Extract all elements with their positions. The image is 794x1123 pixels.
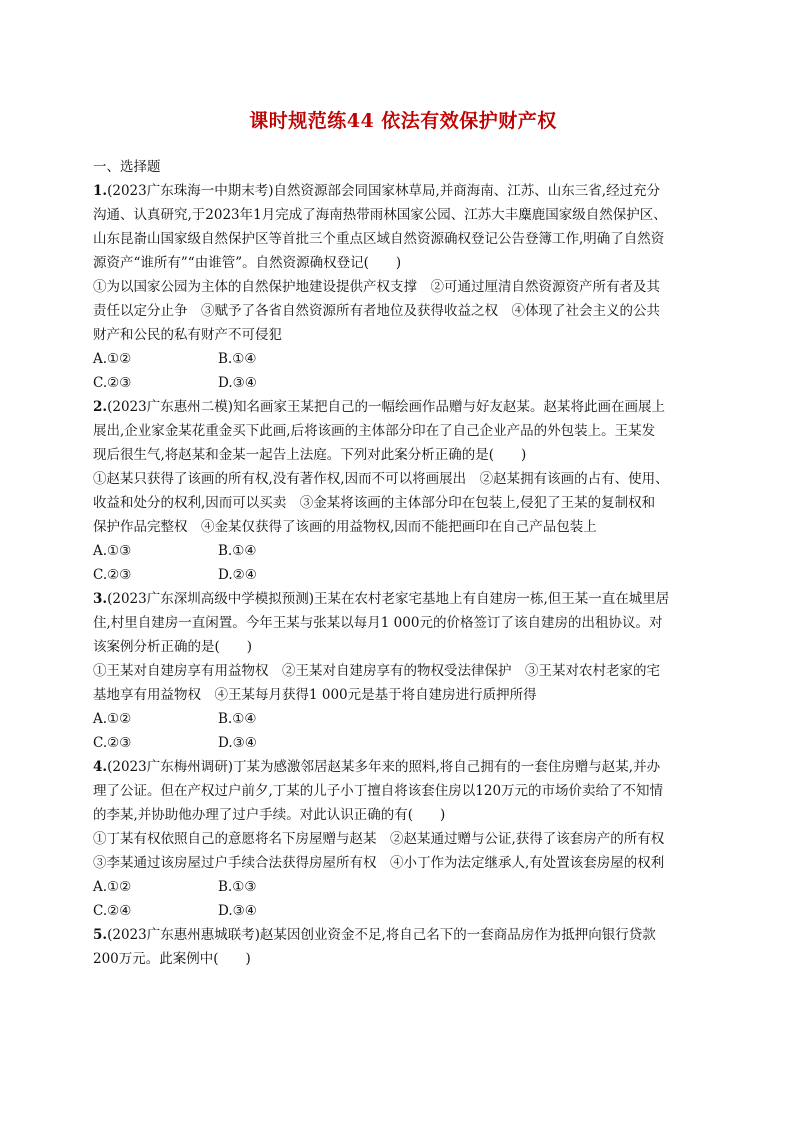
answer-option[interactable]: C.②③ xyxy=(93,375,132,391)
question-stem-text: (2023广东珠海一中期末考)自然资源部会同国家林草局,并商海南、江苏、山东三省,经过充分 xyxy=(107,183,661,199)
answer-option[interactable]: D.②④ xyxy=(218,567,257,583)
statement-line: 保护作品完整权 ④金某仅获得了该画的用益物权,因而不能把画印在自己产品包装上 xyxy=(93,519,597,535)
question-stem-text: 现后很生气,将赵某和金某一起告上法庭。下列对此案分析正确的是( ) xyxy=(93,447,527,463)
answer-option[interactable]: B.①④ xyxy=(218,543,257,559)
answer-option[interactable]: D.③④ xyxy=(218,375,257,391)
answer-option[interactable]: B.①④ xyxy=(218,351,257,367)
question-stem-line xyxy=(93,227,713,251)
question-stem-text: (2023广东深圳高级中学模拟预测)王某在农村老家宅基地上有自建房一栋,但王某一直在城里居 xyxy=(107,591,670,607)
question-stem-text: 展出,企业家金某花重金买下此画,后将该画的主体部分印在了自己企业产品的外包装上。王某发 xyxy=(93,423,656,439)
question-stem-line xyxy=(93,587,713,611)
question-stem-text: 理了公证。但在产权过户前夕,丁某的儿子小丁擅自将该套住房以120万元的市场价卖给了不知情 xyxy=(93,783,664,799)
statement-line: ③李某通过该房屋过户手续合法获得房屋所有权 ④小丁作为法定继承人,有处置该套房屋的权利 xyxy=(93,855,665,871)
question-5 xyxy=(93,923,713,971)
question-2 xyxy=(93,395,713,587)
statement-line: ①丁某有权依照自己的意愿将名下房屋赠与赵某 ②赵某通过赠与公证,获得了该套房产的所有权 xyxy=(93,831,665,847)
question-stem-text: 源资产“谁所有”“由谁管”。自然资源确权登记( ) xyxy=(93,255,402,271)
question-number: 2. xyxy=(93,399,108,415)
section-heading: 一、选择题 xyxy=(93,159,161,175)
question-stem-text: 200万元。此案例中( ) xyxy=(93,951,251,967)
statement-line: 财产和公民的私有财产不可侵犯 xyxy=(93,327,282,343)
question-stem-line xyxy=(93,443,713,467)
question-number: 3. xyxy=(93,591,108,607)
question-stem-text: (2023广东惠州惠城联考)赵某因创业资金不足,将自己名下的一套商品房作为抵押向银行贷款 xyxy=(107,927,656,943)
statement-line: ①赵某只获得了该画的所有权,没有著作权,因而不可以将画展出 ②赵某拥有该画的占有、使用、 xyxy=(93,471,669,487)
statement-line: 责任以定分止争 ③赋予了各省自然资源所有者地位及获得收益之权 ④体现了社会主义的公共 xyxy=(93,303,660,319)
answer-option[interactable]: C.②③ xyxy=(93,735,132,751)
answer-options xyxy=(93,347,713,395)
question-stem-line xyxy=(93,251,713,275)
statement-line: ①王某对自建房享有用益物权 ②王某对自建房享有的物权受法律保护 ③王某对农村老家的宅 xyxy=(93,663,660,679)
question-stem-line xyxy=(93,923,713,947)
statement-line: 基地享有用益物权 ④王某每月获得1 000元是基于将自建房进行质押所得 xyxy=(93,687,537,703)
page-title: 课时规范练44 依法有效保护财产权 xyxy=(249,110,557,132)
question-stem-line xyxy=(93,755,713,779)
answer-option[interactable]: C.②③ xyxy=(93,567,132,583)
page xyxy=(93,106,713,971)
question-stem-text: 的李某,并协助他办理了过户手续。对此认识正确的有( ) xyxy=(93,807,446,823)
answer-options xyxy=(93,539,713,587)
question-stem-line xyxy=(93,635,713,659)
question-stem-text: (2023广东梅州调研)丁某为感激邻居赵某多年来的照料,将自己拥有的一套住房赠与赵某,并办 xyxy=(107,759,661,775)
answer-options xyxy=(93,875,713,923)
question-number: 4. xyxy=(93,759,108,775)
answer-option[interactable]: B.①③ xyxy=(218,879,257,895)
answer-option[interactable]: D.③④ xyxy=(218,903,257,919)
question-3 xyxy=(93,587,713,755)
statement-line: ①为以国家公园为主体的自然保护地建设提供产权支撑 ②可通过厘清自然资源资产所有者及其 xyxy=(93,279,660,295)
question-number: 5. xyxy=(93,927,108,943)
question-stem-text: 沟通、认真研究,于2023年1月完成了海南热带雨林国家公园、江苏大丰麋鹿国家级自然保护区、 xyxy=(93,207,667,223)
answer-options xyxy=(93,707,713,755)
question-stem-text: 山东昆嵛山国家级自然保护区等首批三个重点区域自然资源确权登记公告登簿工作,明确了自然资 xyxy=(93,231,665,247)
question-stem-line xyxy=(93,803,713,827)
answer-option[interactable]: A.①③ xyxy=(93,543,132,559)
answer-option[interactable]: C.②④ xyxy=(93,903,132,919)
answer-option[interactable]: A.①② xyxy=(93,351,132,367)
question-stem-line xyxy=(93,179,713,203)
question-number: 1. xyxy=(93,183,108,199)
answer-option[interactable]: A.①② xyxy=(93,879,132,895)
statement-line: 收益和处分的权利,因而可以买卖 ③金某将该画的主体部分印在包装上,侵犯了王某的复制权和 xyxy=(93,495,656,511)
question-stem-line xyxy=(93,395,713,419)
question-stem-text: 住,村里自建房一直闲置。今年王某与张某以每月1 000元的价格签订了该自建房的出租协议。对 xyxy=(93,615,663,631)
question-list xyxy=(93,179,713,971)
question-4 xyxy=(93,755,713,923)
answer-option[interactable]: A.①② xyxy=(93,711,132,727)
question-stem-line xyxy=(93,947,713,971)
question-stem-line xyxy=(93,203,713,227)
answer-option[interactable]: B.①④ xyxy=(218,711,257,727)
question-stem-line xyxy=(93,419,713,443)
question-stem-text: 该案例分析正确的是( ) xyxy=(93,639,253,655)
question-stem-text: (2023广东惠州二模)知名画家王某把自己的一幅绘画作品赠与好友赵某。赵某将此画在画展上 xyxy=(107,399,665,415)
question-1 xyxy=(93,179,713,395)
question-stem-line xyxy=(93,611,713,635)
question-stem-line xyxy=(93,779,713,803)
answer-option[interactable]: D.③④ xyxy=(218,735,257,751)
